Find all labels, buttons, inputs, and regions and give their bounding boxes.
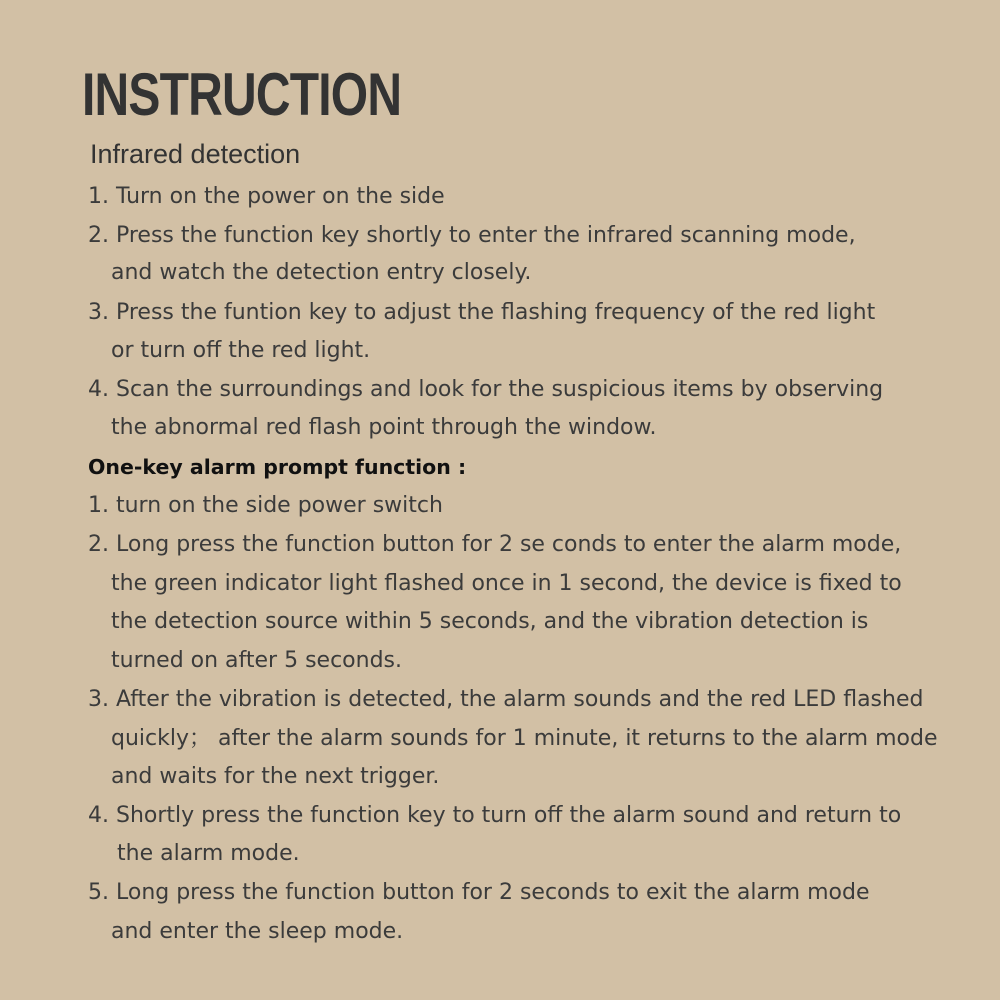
instruction-line: 5. Long press the function button for 2 seconds to exit the alarm mode xyxy=(88,880,870,905)
instruction-line: 2. Press the function key shortly to enter the infrared scanning mode, xyxy=(88,223,856,248)
instruction-line: the alarm mode. xyxy=(117,841,300,866)
instruction-line: 1. Turn on the power on the side xyxy=(88,184,445,209)
section-heading-infrared-detection: Infrared detection xyxy=(90,139,301,169)
instruction-line: 1. turn on the side power switch xyxy=(88,493,443,518)
instruction-line: and enter the sleep mode. xyxy=(111,919,404,944)
instruction-line: and waits for the next trigger. xyxy=(111,764,440,789)
instruction-line: turned on after 5 seconds. xyxy=(111,648,403,673)
instruction-line: 4. Shortly press the function key to turn off the alarm sound and return to xyxy=(88,803,902,828)
instruction-line: or turn off the red light. xyxy=(111,338,371,363)
instruction-line: and watch the detection entry closely. xyxy=(111,260,532,285)
section-heading-alarm-function: One-key alarm prompt function : xyxy=(88,455,467,479)
instruction-line: the detection source within 5 seconds, and the vibration detection is xyxy=(111,609,869,634)
instruction-line: 4. Scan the surroundings and look for the suspicious items by observing xyxy=(88,377,884,402)
instruction-line: 3. After the vibration is detected, the alarm sounds and the red LED flashed xyxy=(88,687,924,712)
page-title: INSTRUCTION xyxy=(82,61,402,128)
instruction-line: quickly； after the alarm sounds for 1 minute, it returns to the alarm mode xyxy=(111,726,938,751)
instruction-line: 2. Long press the function button for 2 se conds to enter the alarm mode, xyxy=(88,532,902,557)
instruction-line: the green indicator light flashed once in 1 second, the device is fixed to xyxy=(111,571,902,596)
instruction-line: the abnormal red flash point through the window. xyxy=(111,415,657,440)
instruction-line: 3. Press the funtion key to adjust the flashing frequency of the red light xyxy=(88,300,876,325)
